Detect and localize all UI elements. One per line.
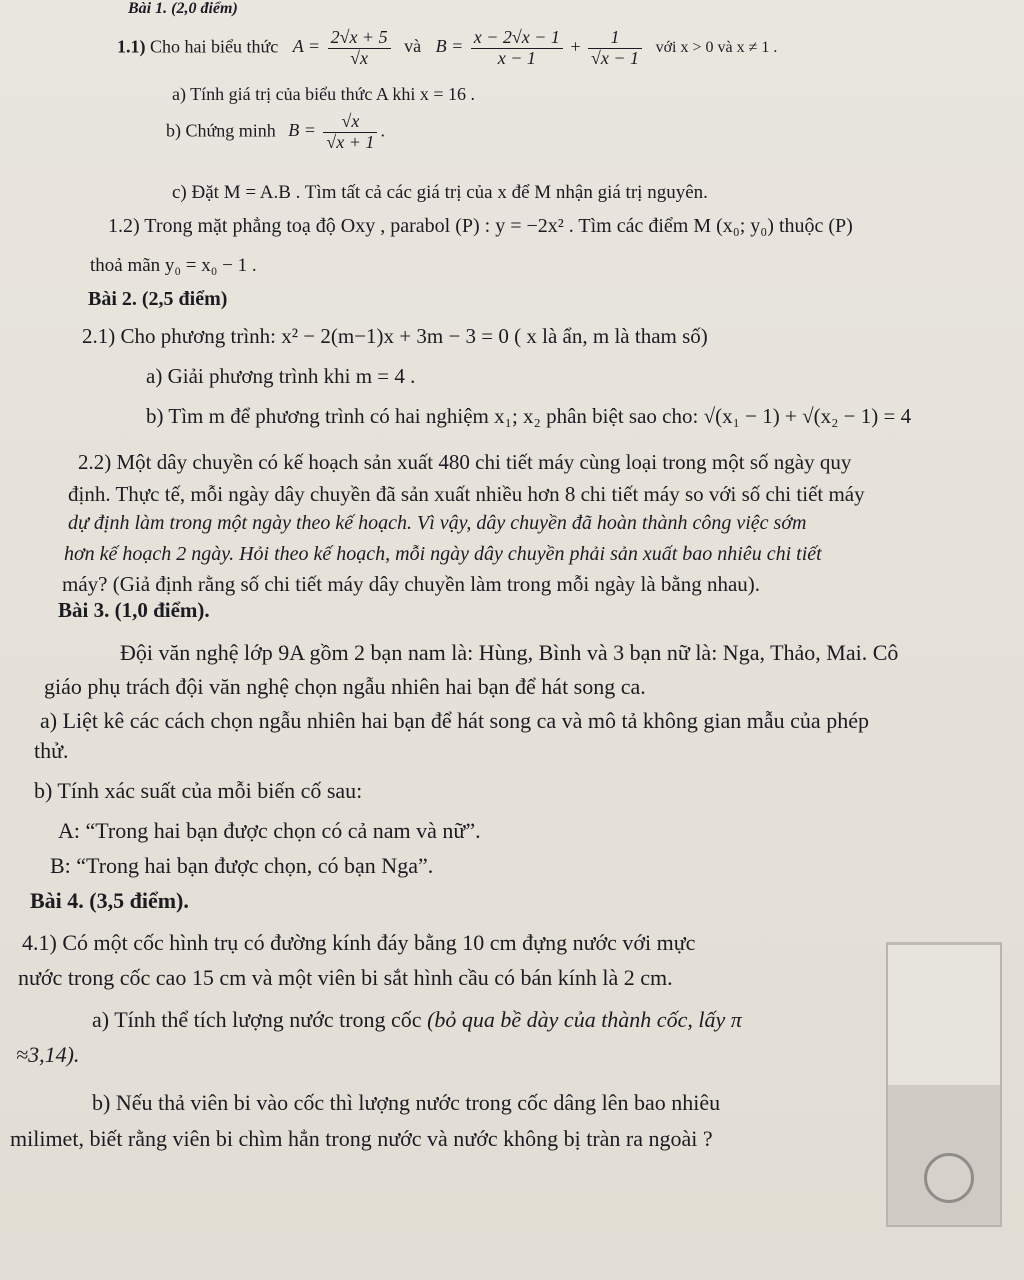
plus-sign: + [570,36,581,57]
bai1-heading: Bài 1. (2,0 điểm) [128,0,238,17]
q21a-text: a) Giải phương trình khi m = 4 . [146,364,416,388]
q22-line-1: 2.2) Một dây chuyền có kế hoạch sản xuất 480 chi tiết máy cùng loại trong một số ngày quy [78,450,852,474]
expr-B-denominator-1: x − 1 [497,47,536,68]
expr-B-numerator-2: 1 [588,28,642,49]
bai4-heading: Bài 4. (3,5 điểm). [30,888,189,913]
q11b-fraction [323,112,377,153]
event-B-text: B: “Trong hai bạn được chọn, có bạn Nga”. [50,853,434,878]
iron-ball [924,1153,974,1203]
expr-B-fraction-1 [471,28,563,69]
bai3a-line-1: a) Liệt kê các cách chọn ngẫu nhiên hai bạn để hát song ca và mô tả không gian mẫu của phép [40,708,869,733]
event-A-text: A: “Trong hai bạn được chọn có cả nam và nữ”. [58,818,481,843]
bai3-heading: Bài 3. (1,0 điểm). [58,598,210,622]
glass-illustration [886,942,1002,1227]
q41a-line-1 [92,1007,742,1032]
q11b-B-label: B = [288,120,316,141]
expr-A-denominator: √x [350,47,368,68]
q11c-text: c) Đặt M = A.B . Tìm tất cả các giá trị của x để M nhận giá trị nguyên. [172,182,708,203]
q11b-numerator: √x [323,112,377,133]
bai3a-line-2: thử. [34,738,69,763]
q41a-plain: a) Tính thể tích lượng nước trong cốc [92,1007,422,1032]
expr-A-fraction [328,28,391,69]
q11b-denominator: √x + 1 [326,131,375,152]
q41a-line-2: ≈3,14). [16,1042,80,1067]
q11-line [117,28,777,69]
expr-A-numerator: 2√x + 5 [328,28,391,49]
expr-B-numerator-1: x − 2√x − 1 [471,28,563,49]
expr-A-label: A = [292,36,321,57]
q41b-line-2: milimet, biết rằng viên bi chìm hẳn trong nước và nước không bị tràn ra ngoài ? [10,1126,713,1151]
bai2-heading-text: Bài 2. (2,5 điểm) [88,288,228,310]
expr-B-label: B = [435,36,464,57]
q12-line-2: thoả mãn y₀ = x₀ − 1 . [90,255,257,276]
q21b-text: b) Tìm m để phương trình có hai nghiệm x₁; x₂ phân biệt sao cho: √(x₁ − 1) + √(x₂ − 1) = 4 [146,404,912,428]
q21-text: 2.1) Cho phương trình: x² − 2(m−1)x + 3m − 3 = 0 ( x là ẩn, m là tham số) [82,324,708,348]
condition-text: với x > 0 và x ≠ 1 . [655,39,778,57]
bai2-heading [88,288,227,311]
bai3b-text: b) Tính xác suất của mỗi biến cố sau: [34,778,363,803]
expr-B-denominator-2: √x − 1 [591,47,640,68]
bai3-para-1: Đội văn nghệ lớp 9A gồm 2 bạn nam là: Hùng, Bình và 3 bạn nữ là: Nga, Thảo, Mai. Cô [120,640,899,665]
q11-intro: Cho hai biểu thức [150,36,279,57]
q22-line-5: máy? (Giả định rằng số chi tiết máy dây chuyền làm trong mỗi ngày là bằng nhau). [62,572,761,596]
and-word: và [404,36,422,57]
q11a-text: a) Tính giá trị của biểu thức A khi x = 16 . [172,84,476,104]
q41a-italic: (bỏ qua bề dày của thành cốc, lấy π [427,1007,742,1032]
bai3-para-2: giáo phụ trách đội văn nghệ chọn ngẫu nhiên hai bạn để hát song ca. [44,674,646,699]
q11b-line: b) Chứng minh B = $\frac{√x}{√x + 1}$ . [166,111,385,152]
q22-line-3: dự định làm trong một ngày theo kế hoạch. Vì vậy, dây chuyền đã hoàn thành công việc sớm [68,512,807,534]
q22-line-2: định. Thực tế, mỗi ngày dây chuyền đã sản xuất nhiều hơn 8 chi tiết máy so với số chi tiết máy [68,482,865,506]
q12-line-1: 1.2) Trong mặt phẳng toạ độ Oxy , parabol (P) : y = −2x² . Tìm các điểm M (x₀; y₀) thuộc (P) [108,215,853,237]
q41-line-1: 4.1) Có một cốc hình trụ có đường kính đáy bằng 10 cm đựng nước với mực [22,930,696,955]
q41-line-2: nước trong cốc cao 15 cm và một viên bi sắt hình cầu có bán kính là 2 cm. [18,965,673,990]
expr-B-fraction-2 [588,28,642,69]
q11b-prefix: b) Chứng minh [166,120,276,141]
q11-label: 1.1) [117,36,146,57]
q22-line-4: hơn kế hoạch 2 ngày. Hỏi theo kế hoạch, mỗi ngày dây chuyền phải sản xuất bao nhiêu chi tiết [64,543,822,565]
q41b-line-1: b) Nếu thả viên bi vào cốc thì lượng nước trong cốc dâng lên bao nhiêu [92,1090,721,1115]
